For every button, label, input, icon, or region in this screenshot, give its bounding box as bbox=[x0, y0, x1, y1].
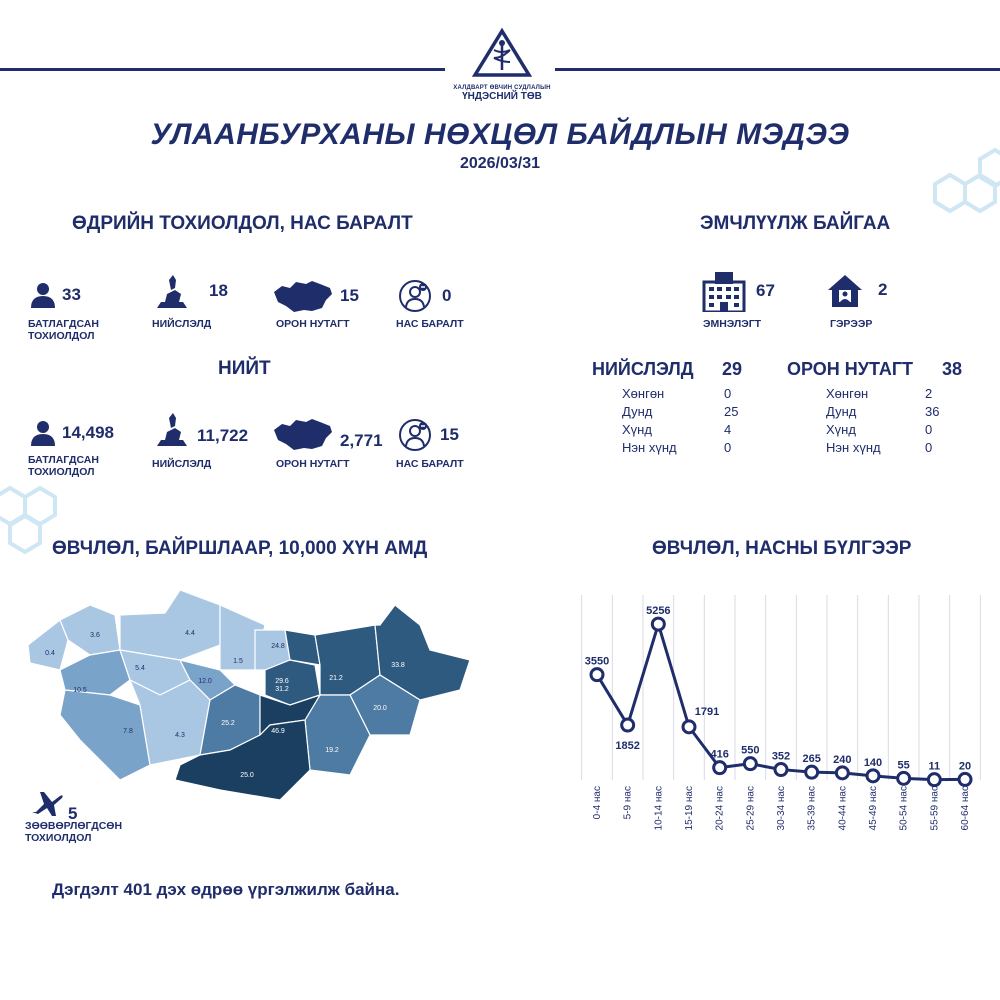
total-deaths-value: 15 bbox=[440, 425, 459, 444]
chart-x-tick-label: 10-14 нас bbox=[653, 786, 665, 831]
mongolia-map-icon bbox=[272, 416, 334, 452]
logo-triangle-icon bbox=[472, 28, 532, 78]
airplane-icon bbox=[30, 788, 64, 818]
daily-capital-label: НИЙСЛЭЛД bbox=[152, 318, 212, 330]
map-value-label: 46.9 bbox=[271, 728, 285, 735]
person-circle-icon bbox=[398, 418, 432, 452]
rural-row-label: Хүнд bbox=[826, 422, 856, 437]
chart-x-tick-label: 20-24 нас bbox=[714, 786, 726, 831]
choropleth-map bbox=[20, 585, 480, 815]
daily-confirmed-value: 33 bbox=[62, 285, 81, 304]
imported-value: 5 bbox=[68, 804, 78, 823]
chart-point bbox=[714, 762, 726, 774]
chart-point bbox=[806, 766, 818, 778]
total-heading: НИЙТ bbox=[218, 358, 271, 379]
chart-x-tick-label: 60-64 нас bbox=[960, 786, 971, 831]
capital-row-label: Дунд bbox=[622, 404, 653, 419]
region-khovd bbox=[60, 650, 130, 695]
total-confirmed-value: 14,498 bbox=[62, 423, 114, 442]
map-value-label: 4.3 bbox=[175, 732, 185, 739]
capital-row-label: Нэн хүнд bbox=[622, 440, 677, 455]
chart-data-label: 55 bbox=[897, 759, 910, 772]
map-value-label: 1.5 bbox=[233, 658, 243, 665]
hospital-value: 67 bbox=[756, 281, 775, 300]
rural-row-value: 2 bbox=[925, 386, 933, 401]
home-label: ГЭРЭЭР bbox=[830, 318, 873, 330]
total-capital-stat bbox=[153, 410, 248, 448]
daily-capital-stat bbox=[153, 272, 228, 310]
rural-row-value: 0 bbox=[925, 440, 933, 455]
map-value-label: 12.0 bbox=[198, 678, 212, 685]
total-rural-label: ОРОН НУТАГТ bbox=[276, 458, 350, 470]
imported-label bbox=[25, 820, 122, 844]
chart-point bbox=[898, 772, 910, 784]
page-date: 2026/03/31 bbox=[459, 155, 541, 172]
total-confirmed-label-line2: ТОХИОЛДОЛ bbox=[28, 466, 95, 478]
capital-row-label: Хүнд bbox=[622, 422, 652, 437]
chart-x-tick-label: 30-34 нас bbox=[776, 786, 787, 831]
map-value-label: 25.0 bbox=[240, 772, 254, 779]
hospital-stat bbox=[702, 270, 775, 312]
daily-confirmed-label-line2: ТОХИОЛДОЛ bbox=[28, 330, 95, 342]
outbreak-streak-text: Дэгдэлт 401 дэх өдрөө үргэлжилж байна. bbox=[52, 880, 400, 899]
map-value-label: 33.8 bbox=[391, 662, 405, 669]
capital-table-total: 29 bbox=[722, 359, 743, 379]
capital-row-value: 25 bbox=[724, 404, 739, 419]
imported-label-line1: ЗӨӨВӨРЛӨГДСӨН bbox=[25, 820, 123, 832]
rural-table-total: 38 bbox=[942, 359, 963, 379]
daily-rural-value: 15 bbox=[340, 286, 359, 305]
region-bayan-olgii bbox=[28, 620, 68, 670]
hospital-building-icon bbox=[702, 270, 746, 312]
total-deaths-label: НАС БАРАЛТ bbox=[396, 458, 464, 470]
chart-data-label: 352 bbox=[771, 750, 791, 763]
total-confirmed-label bbox=[28, 454, 99, 478]
daily-rural-stat bbox=[272, 278, 359, 314]
map-value-label: 7.8 bbox=[123, 728, 133, 735]
map-value-label: 31.2 bbox=[275, 686, 289, 693]
chart-data-label: 20 bbox=[958, 760, 972, 773]
map-heading: ӨВЧЛӨЛ, БАЙРШЛААР, 10,000 ХҮН АМД bbox=[52, 538, 428, 559]
region-govi-altai-west bbox=[60, 690, 150, 780]
chart-x-tick-label: 35-39 нас bbox=[806, 786, 818, 831]
imported-label-line2: ТОХИОЛДОЛ bbox=[25, 832, 92, 844]
chart-x-tick-label: 40-44 нас bbox=[837, 786, 849, 831]
age-line-chart bbox=[575, 590, 1000, 860]
chart-data-label: 11 bbox=[928, 760, 941, 773]
daily-rural-label: ОРОН НУТАГТ bbox=[276, 318, 350, 330]
chart-data-label: 550 bbox=[741, 744, 760, 757]
map-value-label: 0.4 bbox=[45, 650, 55, 657]
total-confirmed-label-line1: БАТЛАГДСАН bbox=[28, 454, 99, 466]
chart-data-label: 416 bbox=[710, 748, 729, 761]
chart-x-tick-label: 55-59 нас bbox=[929, 786, 941, 831]
daily-confirmed-label-line1: БАТЛАГДСАН bbox=[28, 318, 99, 330]
chart-data-label: 265 bbox=[802, 753, 821, 766]
monument-icon bbox=[153, 272, 191, 310]
chart-data-label: 5256 bbox=[646, 605, 671, 618]
person-icon bbox=[30, 420, 56, 446]
chart-data-label: 140 bbox=[863, 756, 883, 769]
rural-row-value: 0 bbox=[925, 422, 933, 437]
hospital-label: ЭМНЭЛЭГТ bbox=[703, 318, 762, 330]
daily-confirmed-label bbox=[28, 318, 99, 342]
daily-deaths-stat bbox=[398, 279, 451, 313]
chart-x-tick-label: 15-19 нас bbox=[684, 786, 695, 831]
treatment-heading: ЭМЧЛҮҮЛЖ БАЙГАА bbox=[700, 213, 891, 234]
map-value-label: 25.2 bbox=[221, 720, 235, 727]
map-value-label: 10.5 bbox=[73, 687, 87, 694]
chart-point bbox=[652, 618, 664, 630]
capital-row-value: 0 bbox=[724, 386, 732, 401]
chart-x-tick-label: 0-4 нас bbox=[592, 786, 603, 820]
daily-deaths-label: НАС БАРАЛТ bbox=[396, 318, 464, 330]
chart-x-tick-label: 50-54 нас bbox=[898, 786, 910, 831]
total-rural-stat bbox=[272, 416, 383, 452]
monument-icon bbox=[153, 410, 191, 448]
capital-row-value: 0 bbox=[724, 440, 732, 455]
map-value-label: 4.4 bbox=[185, 630, 195, 637]
map-value-label: 20.0 bbox=[373, 705, 387, 712]
rural-row-label: Нэн хүнд bbox=[826, 440, 881, 455]
chart-data-label: 1852 bbox=[615, 740, 640, 753]
total-rural-value: 2,771 bbox=[340, 431, 383, 450]
home-value: 2 bbox=[878, 280, 888, 299]
rural-row-label: Дунд bbox=[826, 404, 857, 419]
person-circle-icon bbox=[398, 279, 432, 313]
map-value-label: 3.6 bbox=[90, 632, 100, 639]
person-icon bbox=[30, 282, 56, 308]
daily-confirmed-stat bbox=[30, 282, 81, 308]
chart-x-tick-label: 5-9 нас bbox=[622, 786, 634, 820]
map-value-label: 21.2 bbox=[329, 675, 343, 682]
mongolia-map-icon bbox=[272, 278, 334, 314]
chart-heading: ӨВЧЛӨЛ, НАСНЫ БҮЛГЭЭР bbox=[652, 538, 912, 559]
imported-stat bbox=[30, 782, 77, 824]
page-title: УЛААНБУРХАНЫ НӨХЦӨЛ БАЙДЛЫН МЭДЭЭ bbox=[150, 118, 850, 151]
chart-point bbox=[744, 758, 756, 770]
rural-table-title: ОРОН НУТАГТ bbox=[787, 359, 914, 379]
capital-table-title: НИЙСЛЭЛД bbox=[592, 359, 694, 379]
chart-point bbox=[928, 774, 940, 786]
capital-row-label: Хөнгөн bbox=[622, 386, 665, 401]
chart-data-label: 240 bbox=[833, 753, 852, 766]
region-khuvsgul-west bbox=[120, 590, 220, 660]
house-icon bbox=[826, 272, 864, 308]
chart-point bbox=[591, 669, 603, 681]
chart-point bbox=[867, 770, 879, 782]
capital-row-value: 4 bbox=[724, 422, 732, 437]
map-value-label: 29.6 bbox=[275, 678, 289, 685]
daily-deaths-value: 0 bbox=[442, 286, 452, 305]
daily-heading: ӨДРИЙН ТОХИОЛДОЛ, НАС БАРАЛТ bbox=[72, 213, 413, 234]
map-value-label: 19.2 bbox=[325, 747, 339, 754]
chart-point bbox=[683, 721, 695, 733]
home-stat bbox=[826, 272, 887, 308]
total-capital-label: НИЙСЛЭЛД bbox=[152, 458, 212, 470]
logo-subtitle: ХАЛДВАРТ ӨВЧИН СУДЛАЛЫН bbox=[453, 85, 551, 91]
chart-data-label: 1791 bbox=[694, 705, 720, 718]
logo bbox=[450, 28, 554, 102]
logo-title: ҮНДЭСНИЙ ТӨВ bbox=[462, 91, 542, 102]
chart-x-tick-label: 25-29 нас bbox=[745, 786, 757, 831]
rural-row-label: Хөнгөн bbox=[826, 386, 869, 401]
chart-point bbox=[836, 767, 848, 779]
chart-point bbox=[959, 773, 971, 785]
region-uvs bbox=[60, 605, 120, 655]
map-value-label: 5.4 bbox=[135, 665, 145, 672]
total-confirmed-stat bbox=[30, 420, 114, 446]
chart-point bbox=[775, 764, 787, 776]
chart-point bbox=[622, 719, 634, 731]
header-rule-left bbox=[0, 68, 445, 71]
total-capital-value: 11,722 bbox=[197, 426, 249, 445]
daily-capital-value: 18 bbox=[209, 281, 228, 300]
header-rule-right bbox=[555, 68, 1000, 71]
chart-x-tick-label: 45-49 нас bbox=[868, 786, 879, 831]
chart-data-label: 3550 bbox=[584, 655, 610, 668]
map-value-label: 24.8 bbox=[271, 643, 285, 650]
hexagon-decoration-right bbox=[925, 140, 1000, 240]
total-deaths-stat bbox=[398, 418, 459, 452]
rural-row-value: 36 bbox=[925, 404, 940, 419]
